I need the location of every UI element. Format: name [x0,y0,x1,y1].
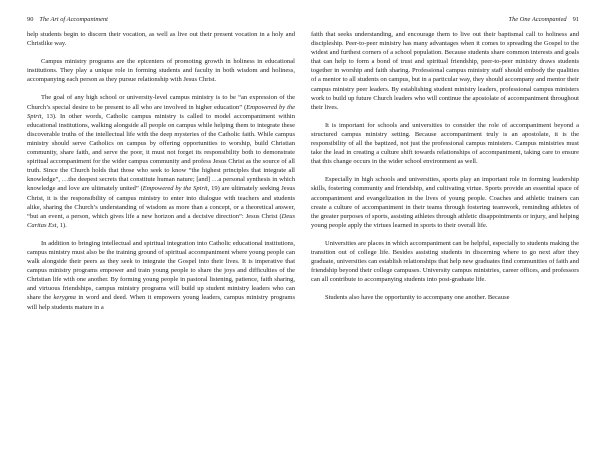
paragraph [311,239,579,284]
right-page-text [311,30,579,302]
paragraph [27,93,295,229]
left-page-text [27,30,295,312]
text-run: The goal of any high school or university-level campus ministry is to be “an expression of the Church’s special desire to be present to all who are involved in higher education” ( [27,94,295,111]
right-running-head [311,0,579,24]
text-run: help students begin to discern their vocation, as well as live out their present vocation in a holy and Christlike way. [27,31,295,48]
running-title: The One Accompanied [508,16,567,23]
text-run: , 13). In other words, Catholic campus ministry is called to model accompaniment within educational institutions, walking alongside all people on campus while helping them to integrate these discoverable truths of the intellectual life with the deep mysteries of the Catholic faith. While campus ministry should serve Catholics on campus by offering opportunities to worship, build Christian community, share faith, and serve the poor, it must not forget its responsibility both to demonstrate spiritual accompaniment for the wider campus community and profess Jesus Christ as the source of all truth. Since the Church holds that those who seek to know “the highest principles that integrate all knowledge”, …the deepest secrets that constitute human nature; [and] …a personal synthesis in which knowledge and love are ultimately united” ( [27,112,295,193]
paragraph [27,57,295,84]
paragraph [311,121,579,166]
text-run: In addition to bringing intellectual and spiritual integration into Catholic educational institutions, campus ministry must also be the training ground of spiritual accompaniment where young people can walk alongside their peers as they seek to integrate the Gospel into their lives. It is imperative that campus ministry programs empower and train young people to share the joys and difficulties of the Christian life with one another. By forming young people in pastoral listening, patience, faith sharing, and virtuous friendships, campus ministry programs will build up student ministry leaders who can share the [27,239,295,302]
paragraph [311,30,579,112]
running-title: The Art of Accompaniment [39,16,108,23]
paragraph [311,293,579,302]
gutter [299,0,300,450]
left-running-head [27,0,295,24]
text-run: in word and deed. When it empowers young leaders, campus ministry programs will help students mature in a [27,294,296,311]
page-number: 90 [27,16,34,23]
text-run: Campus ministry programs are the epicenters of promoting growth in holiness in educational institutions. They play a unique role in forming students and faculty in both wisdom and holiness, accompanying each person as they pursue relationship with Jesus Christ. [27,58,295,84]
paragraph [311,175,579,230]
text-run: It is important for schools and universities to consider the role of accompaniment beyond a structured campus ministry setting. Because accompaniment truly is an apostolate, it is the responsibility of all the baptized, not just the professional campus ministers. Campus ministries must take the lead in creating a culture shift towards relationships of accompaniment, taking care to ensure that this change occurs in the wider school environment as well. [311,121,579,166]
paragraph [27,30,295,48]
text-run: Universities are places in which accompaniment can be helpful, especially to students making the transition out of college life. Besides assisting students in discerning where to go next after they graduate, universities can establish relationships that help new graduates find communities of faith and friendship beyond their college campuses. University campus ministries, career offices, and professors can all contribute to accompanying students into post-graduate life. [311,239,579,284]
italic-text: Empowered by the Spirit [142,185,208,193]
text-run: , 19) are ultimately seeking Jesus Christ, it is the responsibility of campus ministry to enter into dialogue with teachers and students alike, sharing the Church’s understanding of wisdom as more than a concept, or a theoretical answer, “but an event, a person, which gives life a new horizon and a decisive direction”: Jesus Christ ( [27,185,295,220]
italic-text: Empowered by the Spirit [27,103,296,120]
left-page [27,0,295,450]
text-run: Students also have the opportunity to accompany one another. Because [325,294,510,302]
italic-text: kerygma [53,294,76,302]
paragraph [27,239,295,312]
text-run: faith that seeks understanding, and encourage them to live out their baptismal call to holiness and discipleship. Peer-to-peer ministry has many advantages when it comes to spreading the Gospel to the widest and furthest corners of a school population. Because students share common interests and goals that can help to form a bond of trust and spiritual friendship, peer-to-peer ministry draws students together in worship and faith sharing. Professional campus ministry staff should embody the qualities of a mentor to all students on campus, but in a particular way, they should accompany and mentor their campus ministry peer leaders. By establishing student ministry leaders, professional campus ministers work to build up future Church leaders who will continue the apostolate of accompaniment throughout their lives. [311,31,579,111]
text-run: Especially in high schools and universities, sports play an important role in forming leadership skills, fostering community and friendship, and cultivating virtue. Sports provide an essential space of accompaniment and evangelization in the lives of young people. Coaches and athletic trainers can create a culture of accompaniment in their teams through fostering teamwork, reminding athletes of the greater purposes of sports, assisting athletes through athletic disappointments or injury, and helping young people apply the virtues learned in sports to their overall life. [311,176,580,229]
right-page [311,0,579,450]
page-number: 91 [572,16,579,23]
italic-text: Deus Caritas Est [27,212,295,229]
text-run: , 1). [56,221,67,229]
